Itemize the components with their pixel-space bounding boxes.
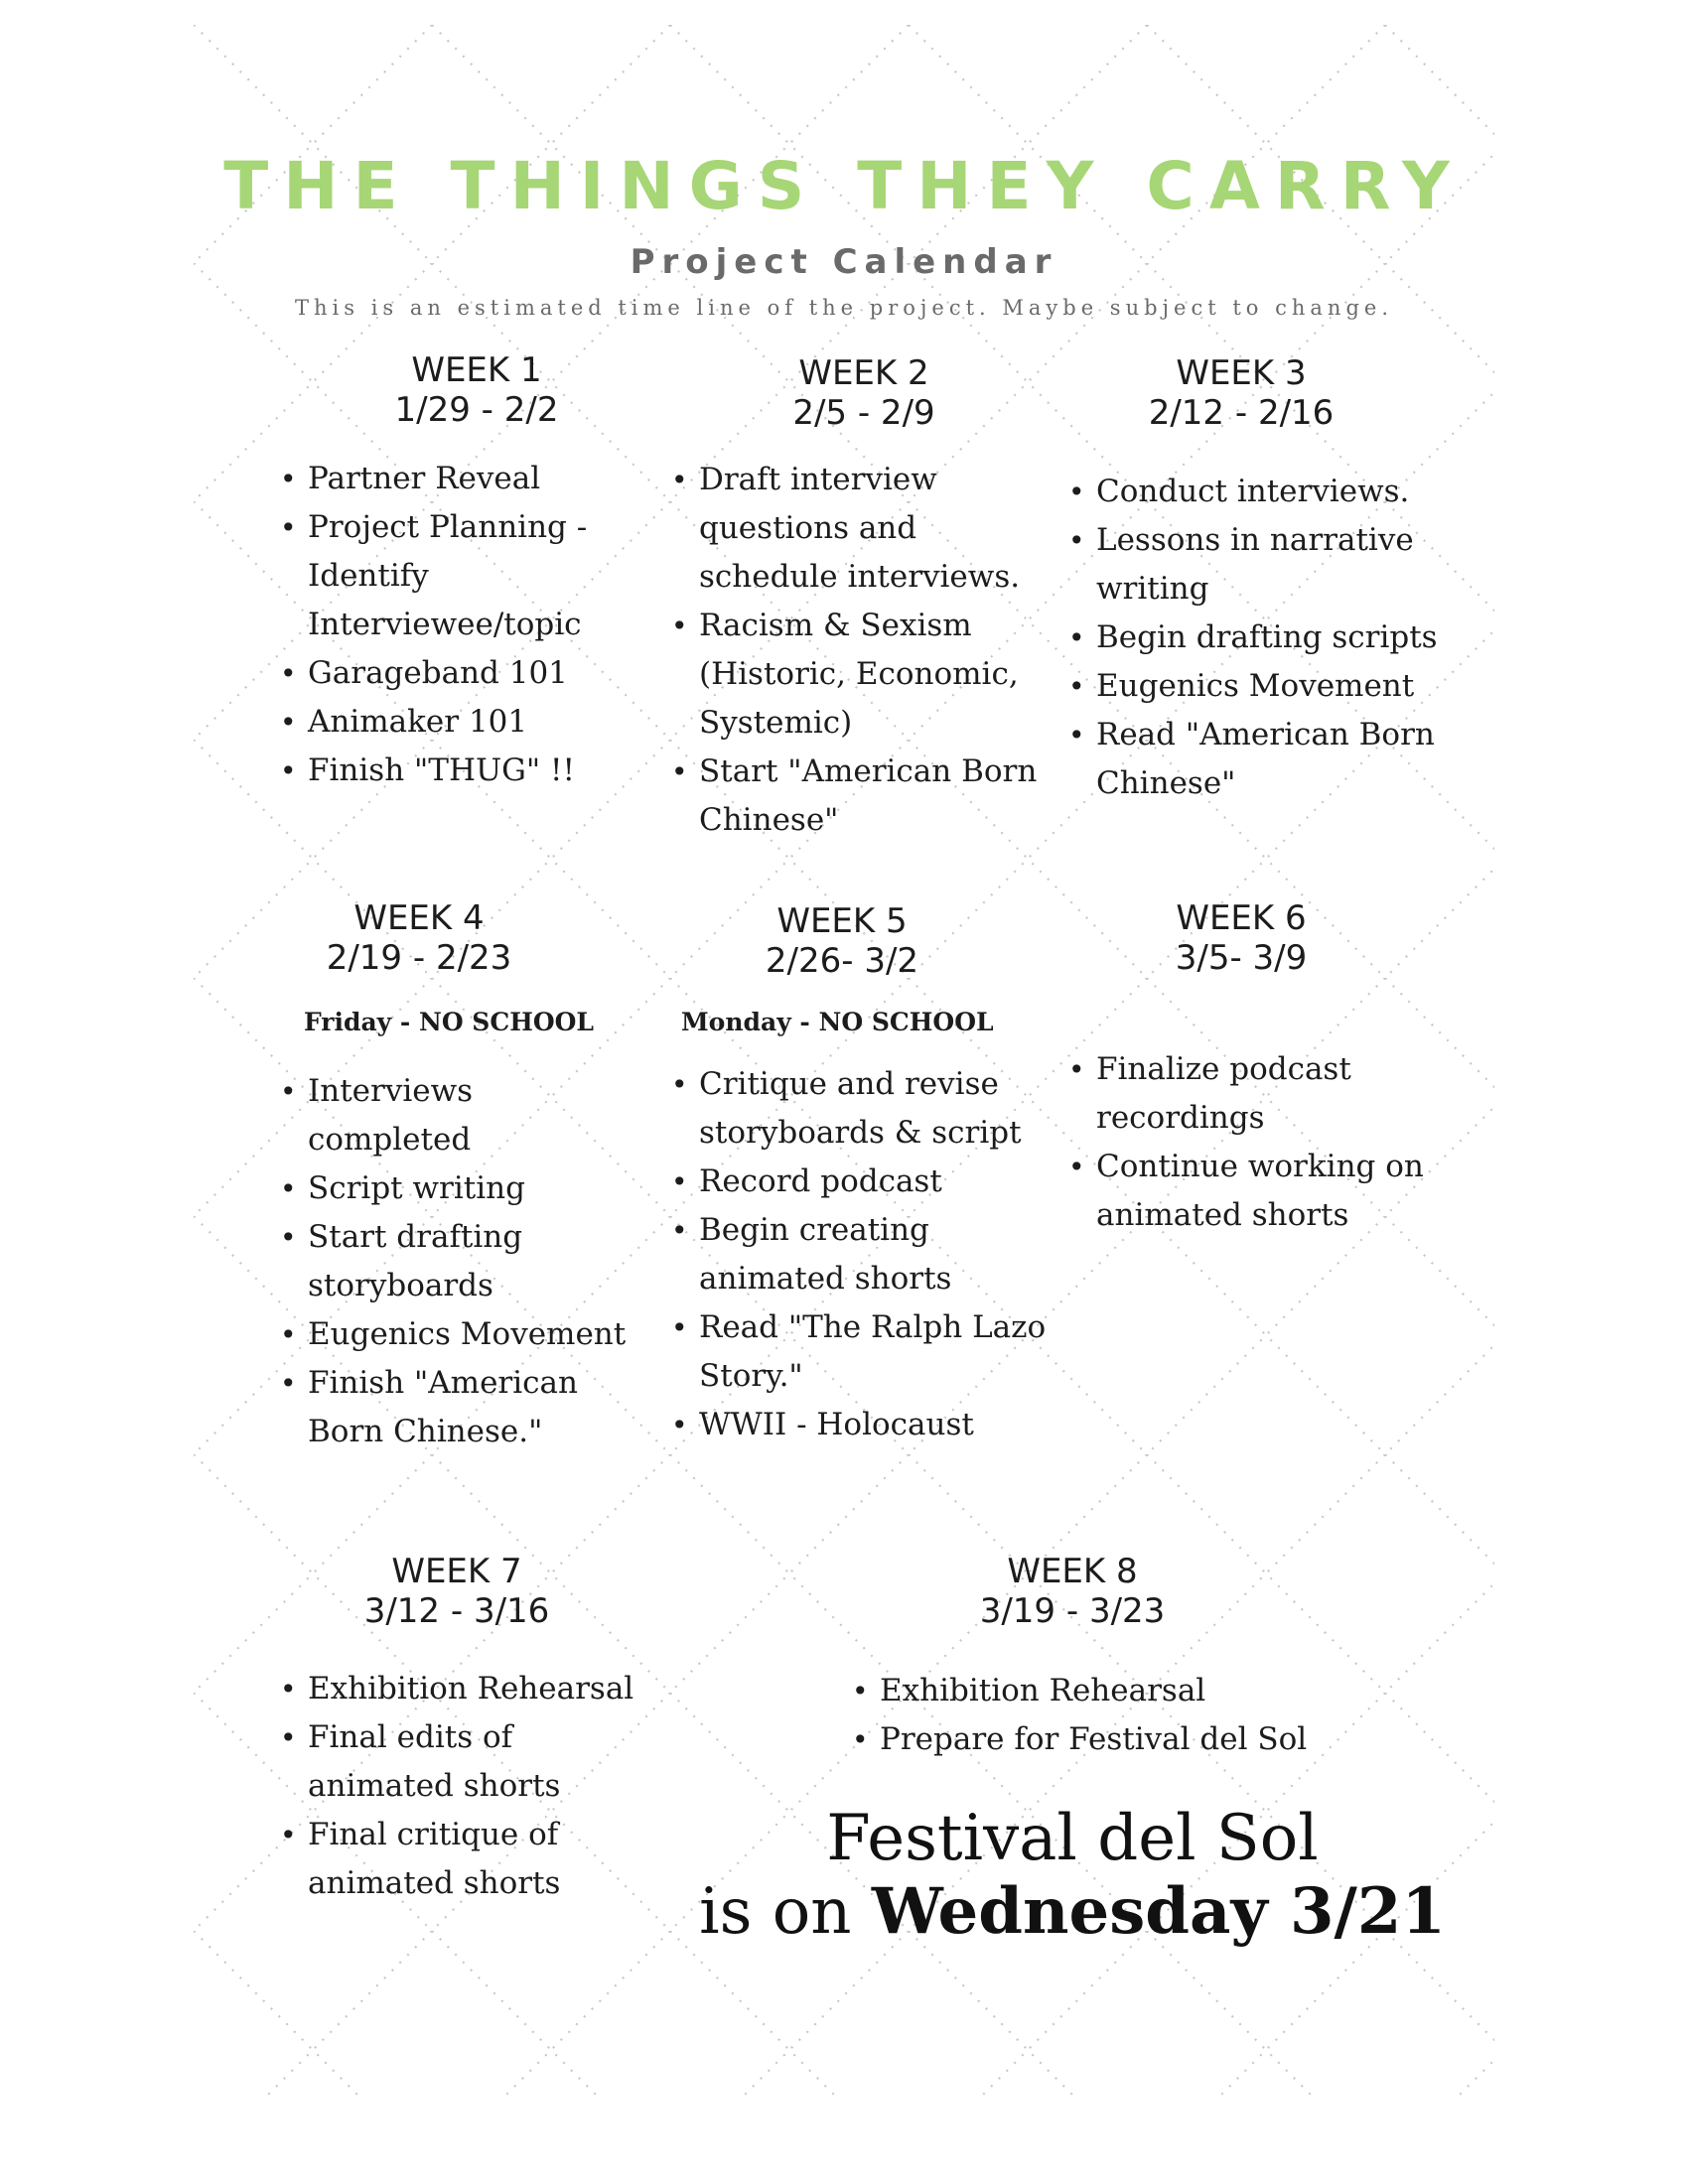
week-2-label: WEEK 2 — [798, 353, 929, 393]
list-item: • Interviews completed — [280, 1067, 637, 1164]
week-6-dates: 3/5- 3/9 — [1175, 938, 1308, 978]
week-1-label: WEEK 1 — [411, 350, 542, 390]
week-4-items — [280, 1067, 637, 1456]
week-7-heading — [308, 1552, 606, 1631]
week-8-items — [852, 1667, 1368, 1764]
list-item: • Start "American Born Chinese" — [671, 748, 1049, 845]
week-5-label: WEEK 5 — [776, 901, 908, 941]
week-7-dates: 3/12 - 3/16 — [363, 1591, 550, 1631]
list-item: • Partner Reveal — [280, 455, 637, 503]
festival-line-2 — [695, 1875, 1450, 1949]
list-item: • Record podcast — [671, 1158, 1049, 1206]
list-item: • Finish "THUG" !! — [280, 747, 637, 795]
week-8-dates: 3/19 - 3/23 — [979, 1591, 1166, 1631]
list-item: • Finalize podcast recordings — [1068, 1045, 1446, 1143]
list-item: • Critique and revise storyboards & script — [671, 1060, 1049, 1158]
festival-announcement — [695, 1802, 1450, 1949]
week-5-dates: 2/26- 3/2 — [765, 941, 919, 981]
week-3-items — [1068, 468, 1446, 808]
festival-line-1: Festival del Sol — [826, 1802, 1319, 1875]
week-4-dates: 2/19 - 2/23 — [326, 938, 512, 978]
week-4-note: Friday - NO SCHOOL — [304, 1008, 595, 1036]
week-6-items — [1068, 1045, 1446, 1240]
week-5-note: Monday - NO SCHOOL — [681, 1008, 994, 1036]
list-item: • Eugenics Movement — [280, 1310, 637, 1359]
page-title: THE THINGS THEY CARRY — [223, 148, 1465, 224]
week-5-items — [671, 1060, 1049, 1449]
list-item: • Animaker 101 — [280, 698, 637, 747]
week-6-label: WEEK 6 — [1176, 898, 1307, 938]
list-item: • Conduct interviews. — [1068, 468, 1446, 516]
list-item: • Exhibition Rehearsal — [280, 1665, 657, 1713]
list-item: • Prepare for Festival del Sol — [852, 1715, 1368, 1764]
list-item: • Lessons in narrative writing — [1068, 516, 1446, 614]
page-tagline: This is an estimated time line of the project. Maybe subject to change. — [295, 296, 1393, 320]
list-item: • Begin drafting scripts — [1068, 614, 1446, 662]
week-2-heading — [715, 353, 1013, 433]
week-8-label: WEEK 8 — [1007, 1552, 1138, 1591]
list-item: • Start drafting storyboards — [280, 1213, 637, 1310]
week-3-heading — [1092, 353, 1390, 433]
festival-prefix: is on — [699, 1875, 852, 1949]
list-item: • Script writing — [280, 1164, 637, 1213]
list-item: • Project Planning - Identify Interviewee/topic — [280, 503, 637, 649]
list-item: • Continue working on animated shorts — [1068, 1143, 1446, 1240]
list-item: • Final edits of animated shorts — [280, 1713, 657, 1811]
week-1-dates: 1/29 - 2/2 — [394, 390, 559, 430]
week-1-items — [280, 455, 637, 795]
week-5-heading — [693, 901, 991, 981]
list-item: • Racism & Sexism (Historic, Economic, Systemic) — [671, 602, 1049, 748]
list-item: • Read "The Ralph Lazo Story." — [671, 1303, 1049, 1401]
list-item: • Begin creating animated shorts — [671, 1206, 1049, 1303]
list-item: • Read "American Born Chinese" — [1068, 711, 1446, 808]
week-4-heading — [270, 898, 568, 978]
page-subtitle: Project Calendar — [630, 242, 1058, 282]
week-3-label: WEEK 3 — [1176, 353, 1307, 393]
list-item: • Eugenics Movement — [1068, 662, 1446, 711]
list-item: • Garageband 101 — [280, 649, 637, 698]
week-6-heading — [1092, 898, 1390, 978]
week-3-dates: 2/12 - 2/16 — [1148, 393, 1335, 433]
week-1-heading — [328, 350, 626, 430]
list-item: • Exhibition Rehearsal — [852, 1667, 1368, 1715]
list-item: • WWII - Holocaust — [671, 1401, 1049, 1449]
festival-day: Wednesday 3/21 — [871, 1874, 1446, 1949]
week-7-label: WEEK 7 — [391, 1552, 522, 1591]
week-2-items — [671, 456, 1049, 845]
week-8-heading — [923, 1552, 1221, 1631]
week-7-items — [280, 1665, 657, 1908]
week-4-label: WEEK 4 — [353, 898, 485, 938]
list-item: • Draft interview questions and schedule interviews. — [671, 456, 1049, 602]
week-2-dates: 2/5 - 2/9 — [792, 393, 935, 433]
list-item: • Final critique of animated shorts — [280, 1811, 657, 1908]
list-item: • Finish "American Born Chinese." — [280, 1359, 637, 1456]
